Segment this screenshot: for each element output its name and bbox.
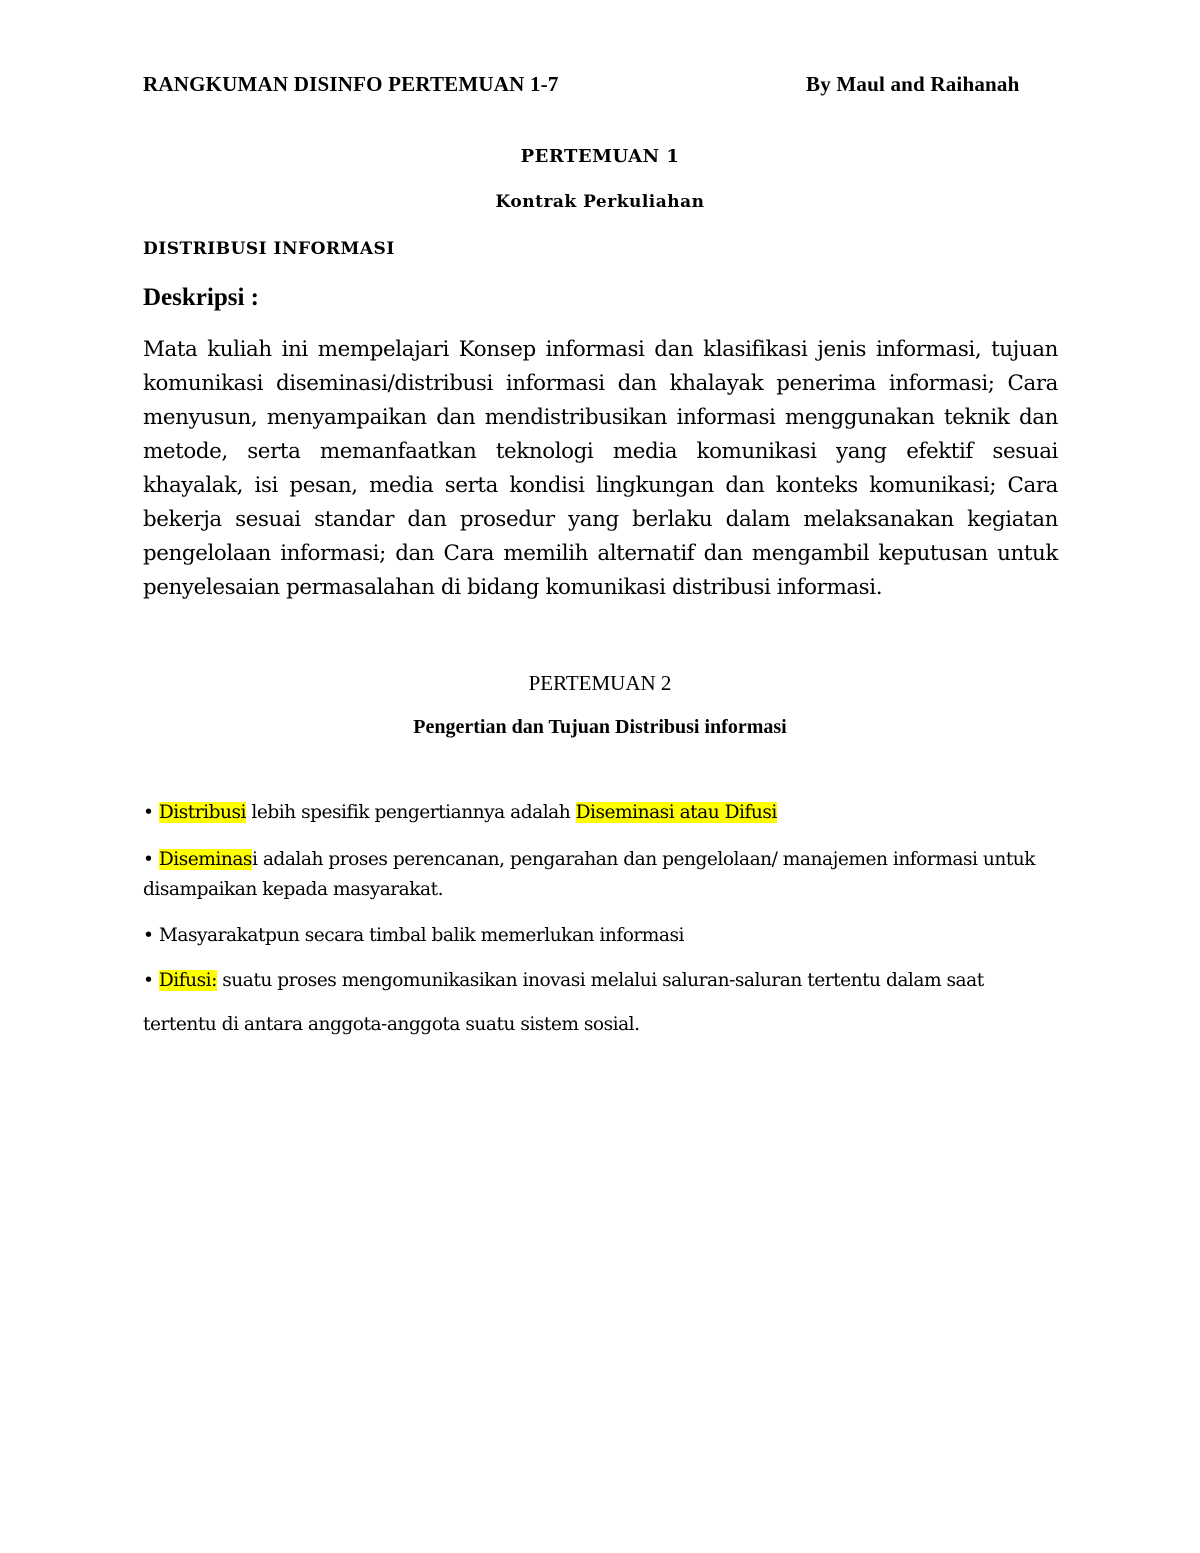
list-item [143, 802, 777, 823]
bullet-text: i adalah proses perencanan, pengarahan dan pengelolaan/ manajemen informasi untuk [251, 849, 1036, 870]
highlighted-term: Diseminasi atau Difusi [575, 802, 777, 823]
bullet-text: suatu proses mengomunikasikan inovasi melalui saluran-saluran tertentu dalam saat [216, 970, 984, 991]
highlighted-term: Diseminas [158, 849, 252, 870]
bullet-marker: • [143, 802, 154, 823]
description-paragraph: Mata kuliah ini mempelajari Konsep informasi dan klasifikasi jenis informasi, tujuan komunikasi diseminasi/distribusi informasi dan khalayak penerima informasi; Cara menyusun, menyampaikan dan mendistribusikan informasi menggunakan teknik dan metode, serta memanfaatkan teknologi media komunikasi yang efektif sesuai khayalak, isi pesan, media serta kondisi lingkungan dan konteks komunikasi; Cara bekerja sesuai standar dan prosedur yang berlaku dalam melaksanakan kegiatan pengelolaan informasi; dan Cara memilih alternatif dan mengambil keputusan untuk penyelesaian permasalahan di bidang komunikasi distribusi informasi. [143, 337, 1058, 600]
pertemuan-2-subtitle: Pengertian dan Tujuan Distribusi informasi [413, 716, 787, 738]
bullet-marker: • [143, 925, 154, 946]
section-heading: DISTRIBUSI INFORMASI [143, 239, 395, 259]
bullet-text: lebih spesifik pengertiannya adalah [245, 802, 576, 823]
highlighted-term: Distribusi [158, 802, 246, 823]
list-item [143, 849, 1035, 870]
pertemuan-1-title: PERTEMUAN 1 [520, 146, 680, 167]
bullet-text: Masyarakatpun secara timbal balik memerlukan informasi [158, 925, 685, 946]
bullet-marker: • [143, 970, 154, 991]
highlighted-term: Difusi: [158, 970, 217, 991]
list-item-continuation: tertentu di antara anggota-anggota suatu sistem sosial. [143, 1014, 640, 1035]
header-authors: By Maul and Raihanah [806, 72, 1020, 96]
list-item [143, 970, 984, 991]
header-title: RANGKUMAN DISINFO PERTEMUAN 1-7 [143, 72, 559, 96]
pertemuan-2-title: PERTEMUAN 2 [528, 671, 672, 695]
list-item-continuation: disampaikan kepada masyarakat. [143, 879, 443, 900]
description-label: Deskripsi : [143, 284, 259, 311]
bullet-marker: • [143, 849, 154, 870]
pertemuan-1-subtitle: Kontrak Perkuliahan [495, 192, 705, 212]
list-item [143, 925, 684, 946]
